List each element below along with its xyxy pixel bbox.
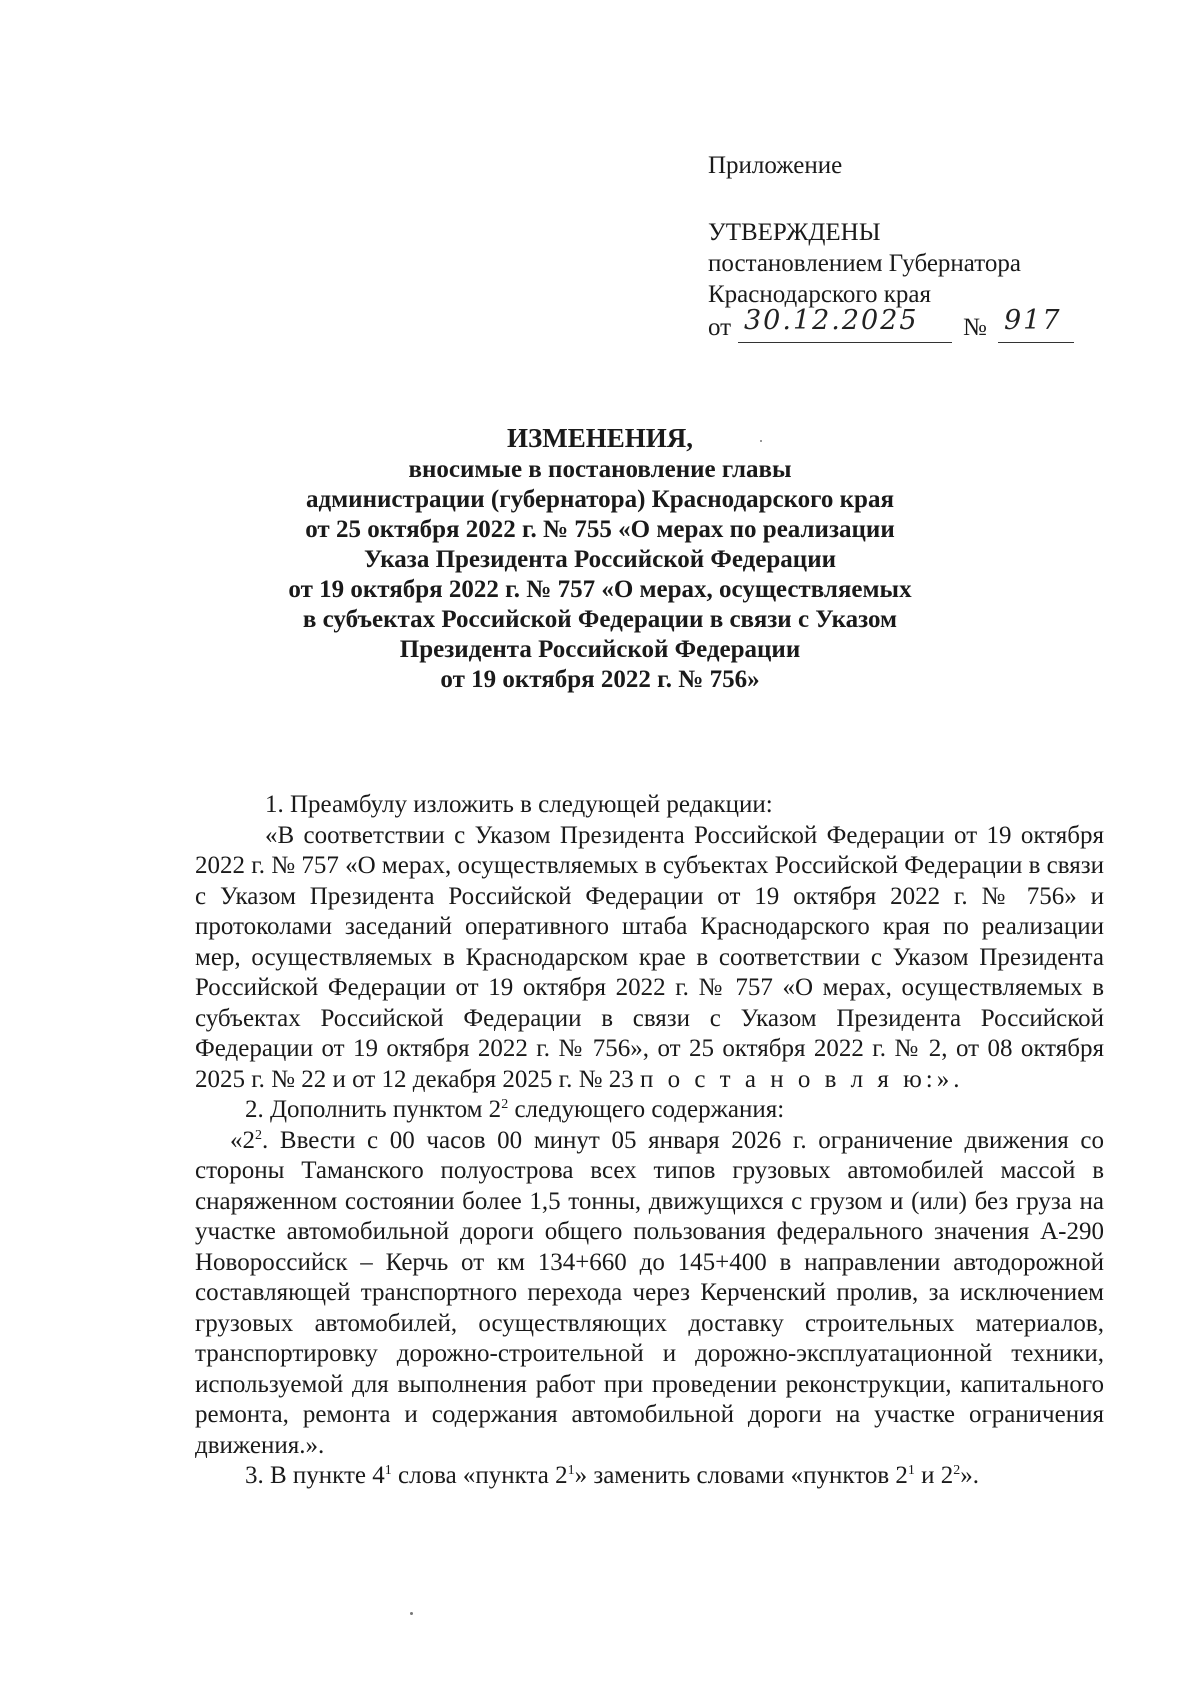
preamble-text: «В соответствии с Указом Президента Российской Федерации от 19 октября 2022 г. № 757 «О мерах, осуществляемых в субъектах Российской Федерации в связи с Указом Президента Российской Федерации от 19 октября 2022 г. № 756» и протоколами заседаний оперативного штаба Краснодарского края по реализации мер, осуществляемых в Краснодарском крае в соответствии с Указом Президента Российской Федерации от 19 октября 2022 г. № 757 «О мерах, осуществляемых в субъектах Российской Федерации в связи с Указом Президента Российской Федерации от 19 октября 2022 г. № 756», от 25 октября 2022 г. № 2, от 08 октября 2025 г. № 22 и от 12 декабря 2025 г. № 23 [195, 821, 1104, 1093]
title-line: от 19 октября 2022 г. № 757 «О мерах, осуществляемых [288, 576, 912, 603]
paragraph-3-text: слова «пункта 2 [391, 1462, 568, 1489]
paragraph-1: 1. Преамбулу изложить в следующей редакции: [265, 791, 773, 818]
approved-by-line: постановлением Губернатора [708, 250, 1021, 277]
title-main: ИЗМЕНЕНИЯ, [506, 423, 693, 453]
title-line: от 25 октября 2022 г. № 755 «О мерах по реализации [305, 516, 895, 543]
paragraph-2-text: следующего содержания: [508, 1096, 785, 1123]
date-label: от [708, 314, 732, 341]
superscript: 1 [567, 1463, 575, 1478]
approval-block [708, 150, 1128, 346]
handwritten-number: 917 [1004, 305, 1062, 336]
title-line: вносимые в постановление главы [408, 456, 792, 483]
quote-text: . Ввести с 00 часов 00 минут 05 января 2026 г. ограничение движения со стороны Таманского полуострова всех типов грузовых автомобилей массой в снаряженном состоянии более 1,5 тонны, движущихся с грузом и (или) без груза на участке автомобильной дороги общего пользования федерального значения А-290 Новороссийск – Керчь от км 134+660 до 145+400 в направлении автодорожной составляющей транспортного перехода через Керченский пролив, за исключением грузовых автомобилей, осуществляющих доставку строительных материалов, транспортировку дорожно-строительной и дорожно-эксплуатационной техники, используемой для выполнения работ при проведении реконструкции, капитального ремонта, ремонта и содержания автомобильной дороги на участке ограничения движения.». [195, 1126, 1104, 1459]
date-underline [738, 342, 952, 343]
paragraph-1-quote [195, 821, 1104, 1096]
paragraph-2 [195, 1095, 1104, 1126]
superscript: 2 [953, 1463, 961, 1478]
document-title [150, 423, 1050, 695]
title-line: Президента Российской Федерации [399, 636, 801, 663]
paragraph-3 [195, 1461, 1104, 1492]
number-underline [998, 342, 1074, 343]
scan-speck [410, 1612, 413, 1615]
approved-by-region: Краснодарского края [708, 281, 931, 308]
quote-text: «2 [230, 1126, 255, 1154]
handwritten-date: 30.12.2025 [744, 305, 919, 336]
superscript: 1 [907, 1463, 915, 1478]
date-number-row [708, 305, 1128, 346]
title-line: от 19 октября 2022 г. № 756» [440, 666, 760, 693]
superscript: 2 [255, 1127, 262, 1143]
title-line: Указа Президента Российской Федерации [363, 546, 837, 573]
appendix-label: Приложение [708, 152, 843, 179]
approved-label: УТВЕРЖДЕНЫ [708, 219, 881, 246]
paragraph-3-text: ». [960, 1462, 980, 1489]
title-line: в субъектах Российской Федерации в связи с Указом [302, 606, 898, 633]
paragraph-2-quote [195, 1126, 1104, 1462]
title-line: администрации (губернатора) Краснодарского края [306, 486, 894, 513]
document-body [195, 790, 1104, 1492]
paragraph-3-text: и 2 [914, 1462, 954, 1489]
superscript: 1 [384, 1463, 392, 1478]
paragraph-3-text: » заменить словами «пунктов 2 [574, 1462, 908, 1489]
spaced-decree-word: п о с т а н о в л я ю:». [639, 1065, 964, 1093]
scan-speck [760, 440, 762, 442]
number-label: № [963, 314, 987, 341]
superscript: 2 [501, 1097, 509, 1112]
paragraph-2-text: 2. Дополнить пунктом 2 [245, 1096, 502, 1123]
paragraph-3-text: 3. В пункте 4 [245, 1462, 385, 1489]
